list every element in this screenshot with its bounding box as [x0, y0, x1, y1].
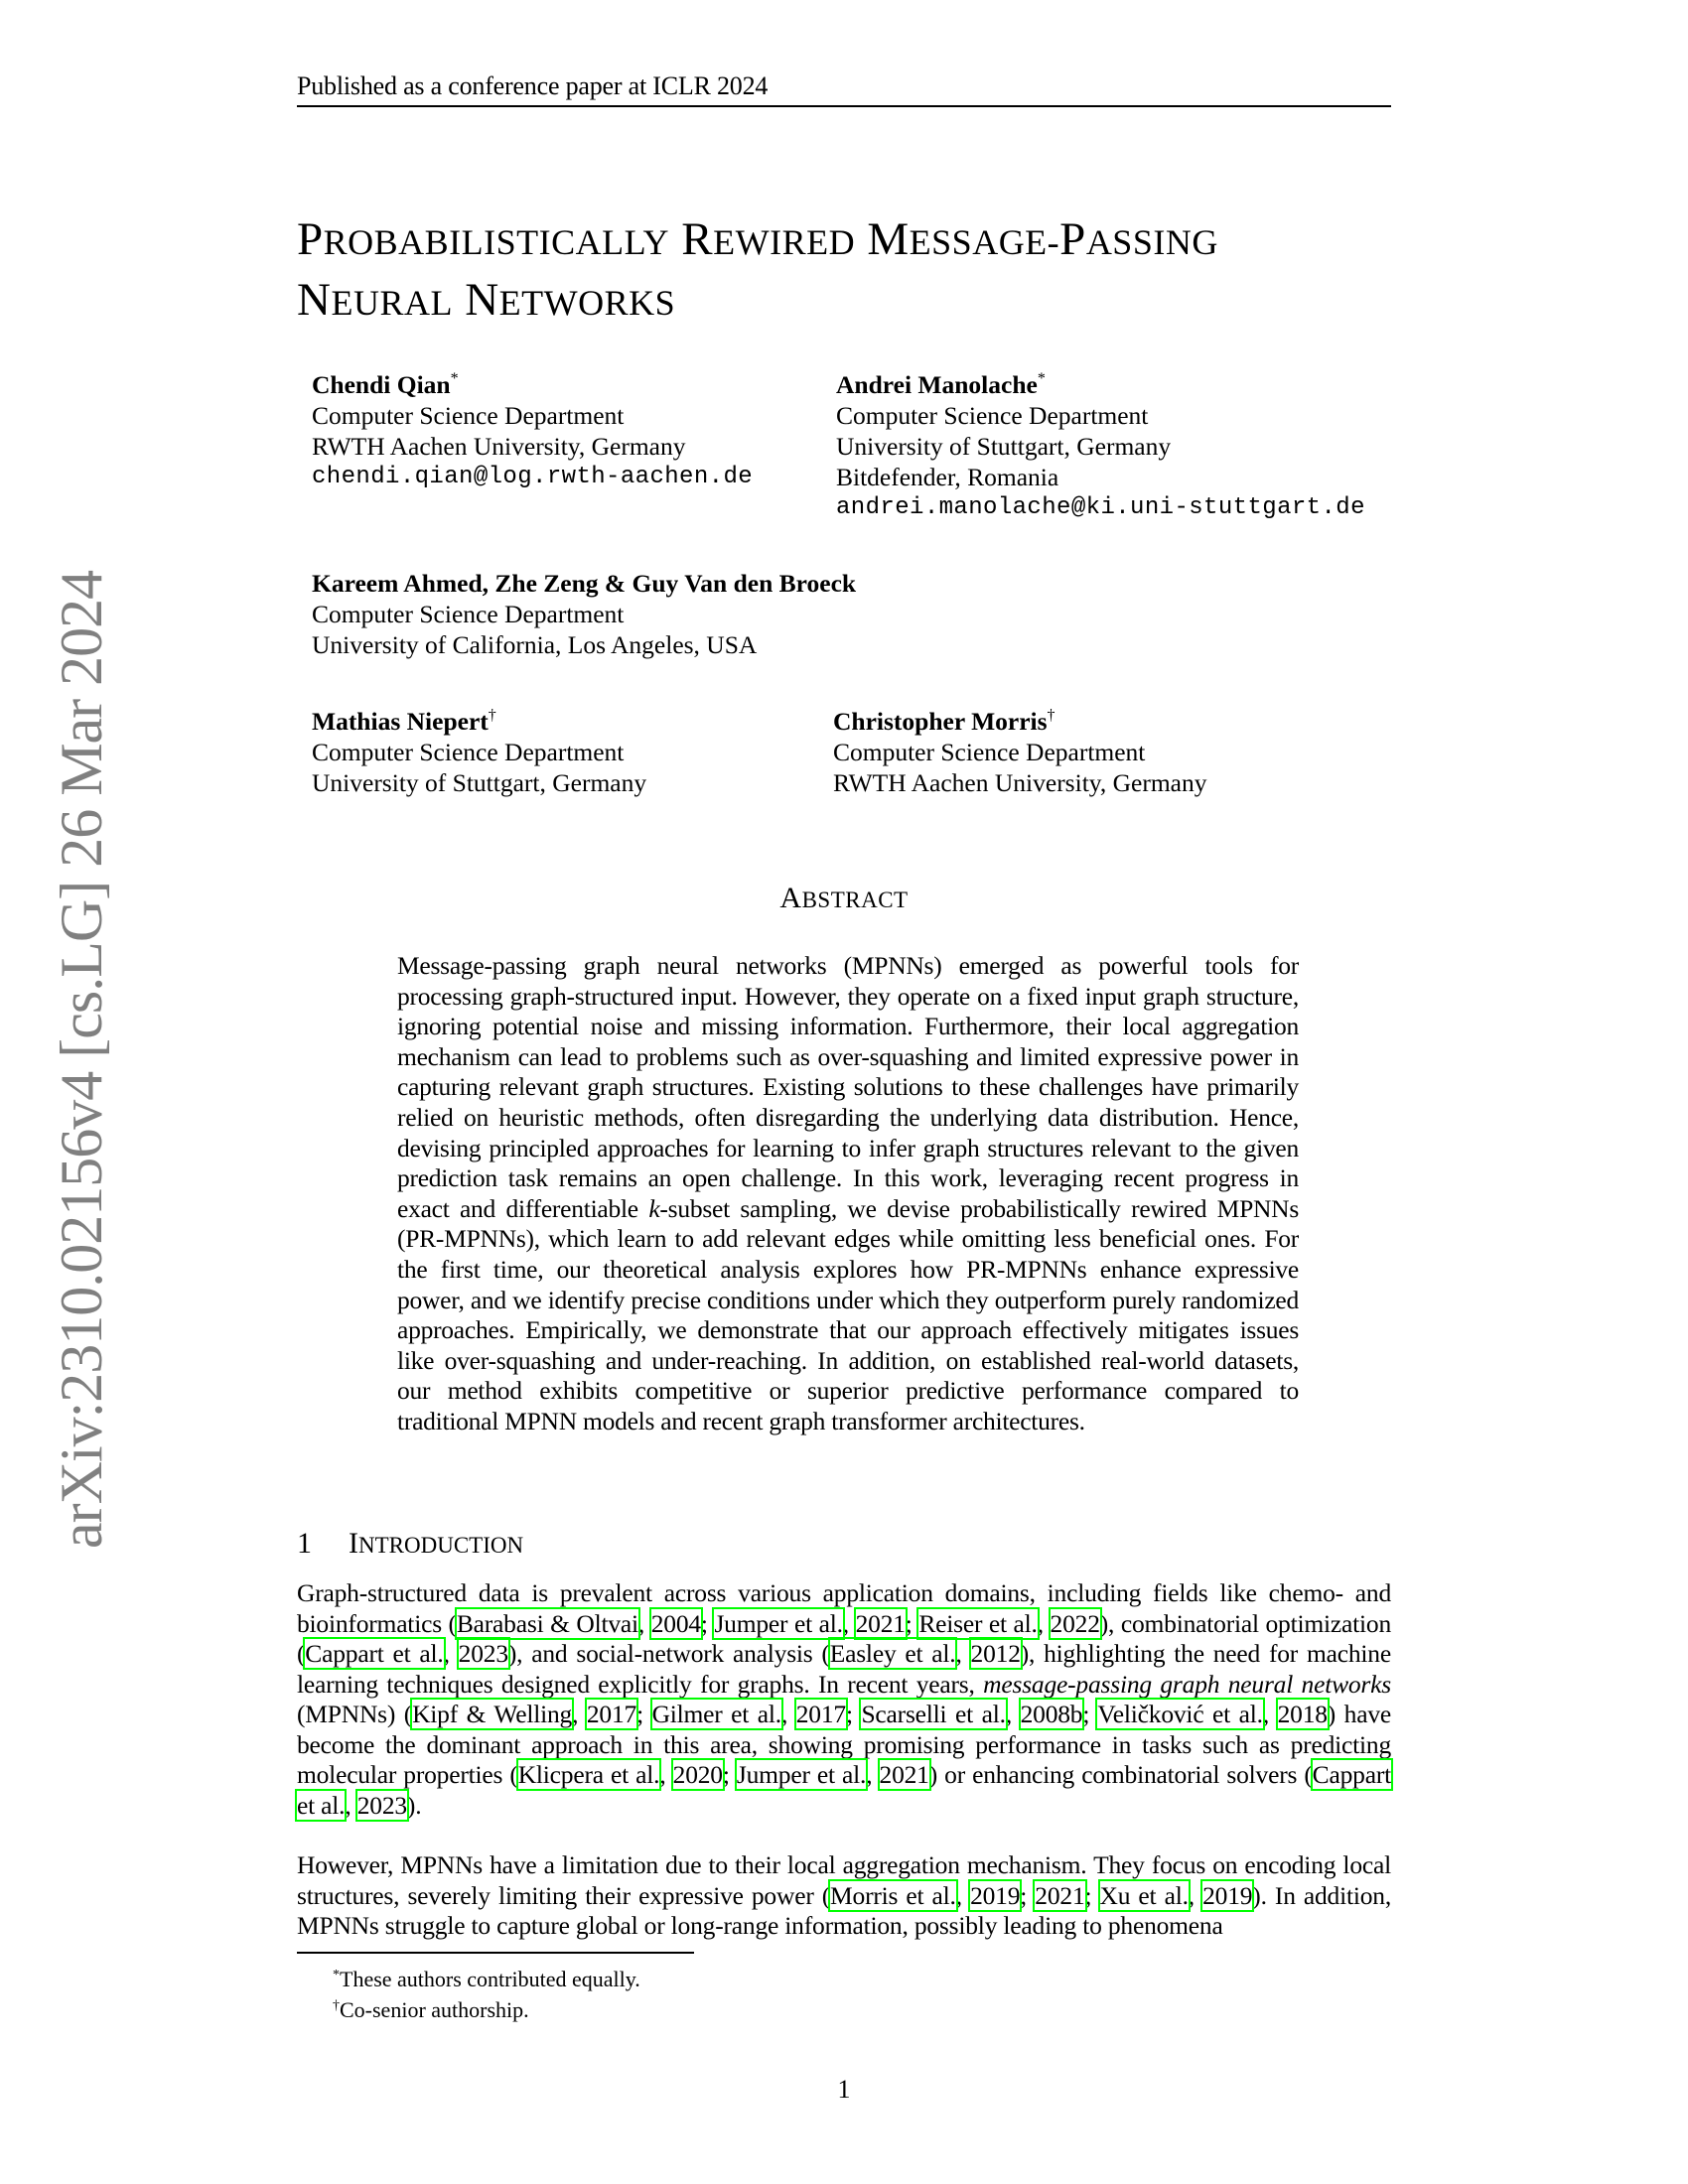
title-line-1: [297, 210, 1218, 271]
citation-link[interactable]: 2021: [1035, 1880, 1085, 1910]
author-block-qian: [312, 369, 753, 492]
title-word: M: [867, 213, 910, 265]
author-affiliation: Computer Science Department: [312, 600, 625, 628]
title-line-2: [297, 271, 1218, 332]
author-block-morris: [833, 706, 1207, 798]
citation-link[interactable]: 2004: [650, 1608, 701, 1638]
citation-link[interactable]: 2021: [879, 1760, 929, 1789]
title-word-rest: ROBABILISTICALLY: [323, 222, 670, 262]
citation-link[interactable]: 2008b: [1020, 1700, 1083, 1728]
equal-contribution-mark[interactable]: *: [450, 370, 459, 387]
citation-link[interactable]: 2019: [970, 1880, 1021, 1910]
citation-link[interactable]: Xu et al.: [1099, 1880, 1189, 1910]
title-word: P: [1059, 213, 1086, 265]
citation-link[interactable]: Reiser et al.: [918, 1608, 1038, 1638]
author-name: Kareem Ahmed, Zhe Zeng & Guy Van den Broeck: [312, 569, 857, 598]
title-word: N: [465, 274, 499, 326]
paper-title: [297, 210, 1218, 332]
arxiv-stamp[interactable]: arXiv:2310.02156v4 [cs.LG] 26 Mar 2024: [49, 570, 114, 1549]
author-affiliation: Computer Science Department: [833, 738, 1146, 766]
co-senior-mark[interactable]: †: [488, 707, 496, 724]
math-k: k: [648, 1193, 660, 1223]
citation-link[interactable]: Cappart et al.: [305, 1639, 444, 1668]
author-affiliation: Computer Science Department: [836, 401, 1149, 430]
citation-link[interactable]: Jumper et al.: [714, 1608, 843, 1638]
title-word-rest: ESSAGE-: [909, 222, 1060, 262]
author-block-ucla: [312, 568, 856, 660]
author-affiliation: University of Stuttgart, Germany: [312, 768, 647, 797]
citation-link[interactable]: 2020: [672, 1760, 723, 1789]
emphasis-term: message-passing graph neural networks: [983, 1669, 1392, 1699]
footnote-co-senior: †Co-senior authorship.: [333, 1997, 529, 2022]
title-word: P: [297, 213, 324, 265]
author-affiliation: RWTH Aachen University, Germany: [833, 768, 1207, 797]
citation-link[interactable]: Cappart et al.: [297, 1760, 1391, 1820]
title-word: N: [297, 274, 332, 326]
citation-link[interactable]: 2017: [586, 1700, 637, 1728]
citation-link[interactable]: 2023: [356, 1790, 407, 1820]
citation-link[interactable]: Barabasi & Oltvai: [456, 1608, 638, 1638]
abstract-text: Message-passing graph neural networks (MPNNs) emerged as powerful tools for processing graph-structured input. However, they operate on a fixed input graph structure, ignoring potential noise and missing information. Furthermore, their local aggregation mechanism can lead to problems such as over-squashing and limited expressive power in capturing relevant graph structures. Existing solutions to these challenges have primarily relied on heuristic methods, often disregarding the underlying data distribution. Hence, devising principled approaches for learning to infer graph structures relevant to the given prediction task remains an open challenge. In this work, leveraging recent progress in exact and differentiable k-subset sampling, we devise probabilistically rewired MPNNs (PR-MPNNs), which learn to add relevant edges while omitting less beneficial ones. For the first time, our theoretical analysis explores how PR-MPNNs enhance expressive power, and we identify precise conditions under which they outperform purely randomized approaches. Empirically, we demonstrate that our approach effectively mitigates issues like over-squashing and under-reaching. In addition, on established real-world datasets, our method exhibits competitive or superior predictive performance compared to traditional MPNN models and recent graph transformer architectures.: [397, 951, 1300, 1435]
author-affiliation: University of Stuttgart, Germany: [836, 432, 1172, 461]
page-number: 1: [837, 2075, 851, 2104]
citation-link[interactable]: 2012: [970, 1639, 1021, 1668]
author-affiliation: RWTH Aachen University, Germany: [312, 432, 686, 461]
citation-link[interactable]: Scarselli et al.: [861, 1700, 1006, 1728]
footnote-rule: [297, 1952, 694, 1954]
author-affiliation: Computer Science Department: [312, 401, 625, 430]
citation-link[interactable]: 2022: [1050, 1608, 1100, 1638]
author-email[interactable]: andrei.manolache@ki.uni-stuttgart.de: [836, 494, 1365, 521]
citation-link[interactable]: 2023: [458, 1639, 508, 1668]
citation-link[interactable]: 2017: [795, 1700, 846, 1728]
author-affiliation: Bitdefender, Romania: [836, 463, 1059, 491]
section-heading-introduction: 1 INTRODUCTION: [297, 1527, 524, 1560]
footnotes: [333, 1964, 640, 2025]
intro-paragraph-1: Graph-structured data is prevalent across various application domains, including fields like chemo- and bioinformatics (Barabasi & Oltvai, 2004; Jumper et al., 2021; Reiser et al., 2022), combinatorial optimization (Cappart et al., 2023), and social-network analysis (Easley et al., 2012), highlighting the need for machine learning techniques designed explicitly for graphs. In recent years, message-passing graph neural networks (MPNNs) (Kipf & Welling, 2017; Gilmer et al., 2017; Scarselli et al., 2008b; Veličković et al., 2018) have become the dominant approach in this area, showing promising performance in tasks such as predicting molecular properties (Klicpera et al., 2020; Jumper et al., 2021) or enhancing combinatorial solvers (Cappart et al., 2023).: [297, 1578, 1392, 1820]
title-word: R: [681, 213, 714, 265]
co-senior-mark[interactable]: †: [1047, 707, 1055, 724]
citation-link[interactable]: Kipf & Welling: [412, 1700, 573, 1728]
author-affiliation: University of California, Los Angeles, USA: [312, 630, 758, 659]
citation-link[interactable]: Klicpera et al.: [517, 1760, 660, 1789]
author-name: Andrei Manolache*: [836, 370, 1046, 399]
footnote-equal-contribution: *These authors contributed equally.: [333, 1967, 640, 1991]
citation-link[interactable]: Gilmer et al.: [651, 1700, 781, 1728]
author-name: Christopher Morris†: [833, 707, 1055, 736]
citation-link[interactable]: 2019: [1202, 1880, 1253, 1910]
title-word-rest: ASSING: [1085, 222, 1218, 262]
author-name: Mathias Niepert†: [312, 707, 496, 736]
title-word-rest: ETWORKS: [498, 283, 676, 323]
intro-paragraph-2: However, MPNNs have a limitation due to their local aggregation mechanism. They focus on encoding local structures, severely limiting their expressive power (Morris et al., 2019; 2021; Xu et al., 2019). In addition, MPNNs struggle to capture global or long-range information, possibly leading to phenomena: [297, 1850, 1392, 1940]
author-affiliation: Computer Science Department: [312, 738, 625, 766]
citation-link[interactable]: Morris et al.: [830, 1880, 956, 1910]
equal-contribution-mark[interactable]: *: [1037, 370, 1046, 387]
author-block-manolache: [836, 369, 1365, 523]
author-block-niepert: [312, 706, 646, 798]
abstract-heading: ABSTRACT: [779, 882, 909, 914]
citation-link[interactable]: Veličković et al.: [1097, 1700, 1263, 1728]
author-name: Chendi Qian*: [312, 370, 459, 399]
author-email[interactable]: chendi.qian@log.rwth-aachen.de: [312, 464, 754, 490]
citation-link[interactable]: 2018: [1277, 1700, 1328, 1728]
citation-link[interactable]: 2021: [855, 1608, 906, 1638]
running-header: Published as a conference paper at ICLR 2024: [297, 71, 769, 100]
title-word-rest: EURAL: [331, 283, 453, 323]
title-word-rest: EWIRED: [713, 222, 856, 262]
citation-link[interactable]: Easley et al.: [829, 1639, 956, 1668]
citation-link[interactable]: Jumper et al.: [736, 1760, 867, 1789]
header-rule: [297, 105, 1391, 107]
